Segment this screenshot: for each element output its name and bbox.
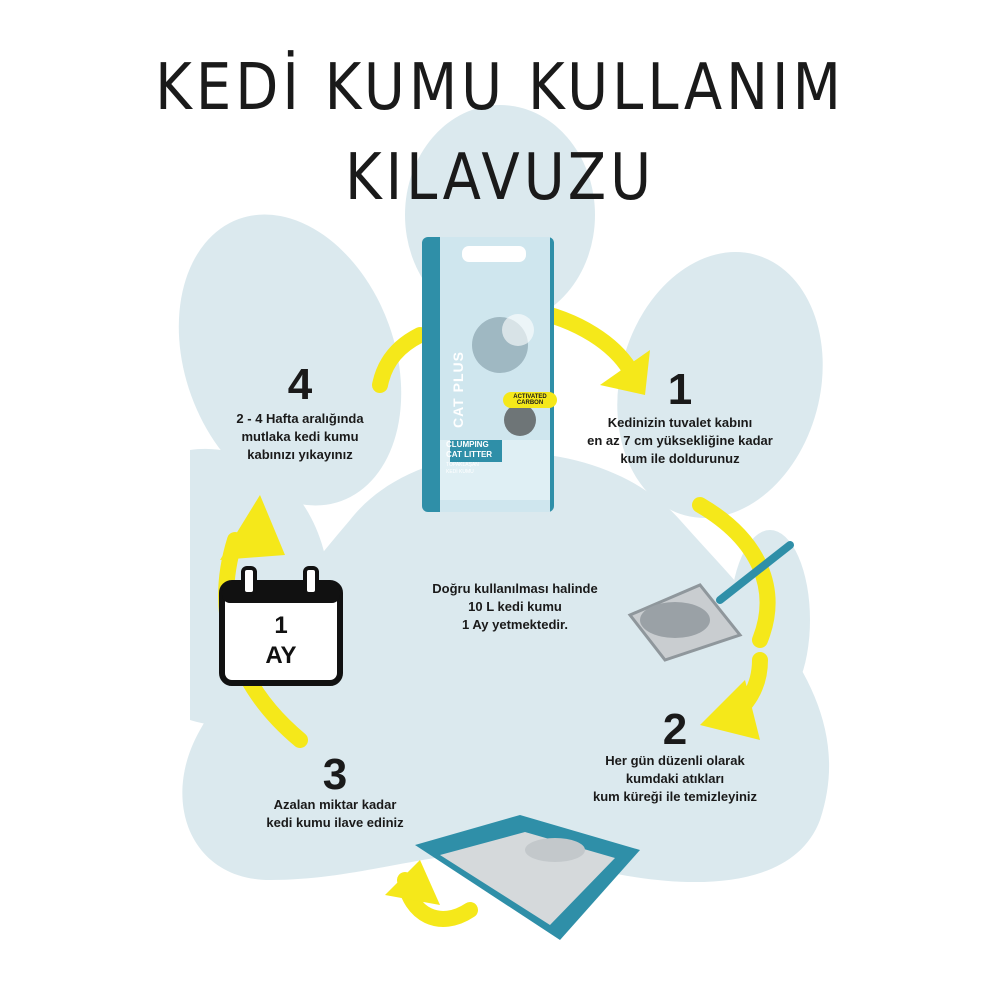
- center-note: Doğru kullanılması halinde 10 L kedi kumu 1 Ay yetmektedir.: [432, 581, 598, 632]
- step-2-number: 2: [662, 705, 688, 754]
- page-title-line1: KEDİ KUMU KULLANIM: [155, 50, 845, 125]
- step-2-text: Her gün düzenli olarak kumdaki atıkları kum küreği ile temizleyiniz: [593, 753, 757, 804]
- step-4-text: 2 - 4 Hafta aralığında mutlaka kedi kumu kabınızı yıkayınız: [236, 411, 364, 462]
- calendar-line1: 1: [274, 612, 288, 639]
- step-1-text: Kedinizin tuvalet kabını en az 7 cm yüksekliğine kadar kum ile doldurunuz: [587, 415, 773, 466]
- calendar-line2: AY: [265, 642, 297, 669]
- product-sub-line1: TOPAKLAŞAN: [446, 462, 479, 468]
- step-4-number: 4: [287, 360, 313, 409]
- product-sub-line2: KEDİ KUMU: [446, 469, 474, 475]
- product-bag: [422, 237, 554, 512]
- product-badge: ACTIVATED CARBON: [503, 392, 557, 408]
- page-title-line2: KILAVUZU: [344, 140, 656, 215]
- product-brand: CAT PLUS: [450, 351, 466, 428]
- product-name-line2: CAT LITTER: [446, 450, 493, 459]
- step-1-number: 1: [667, 365, 693, 414]
- arrow-bottom-left-head: [385, 860, 440, 905]
- step-3-text: Azalan miktar kadar kedi kumu ilave ediniz: [266, 797, 404, 830]
- product-name-line1: CLUMPING: [446, 440, 489, 449]
- step-3-number: 3: [322, 750, 348, 799]
